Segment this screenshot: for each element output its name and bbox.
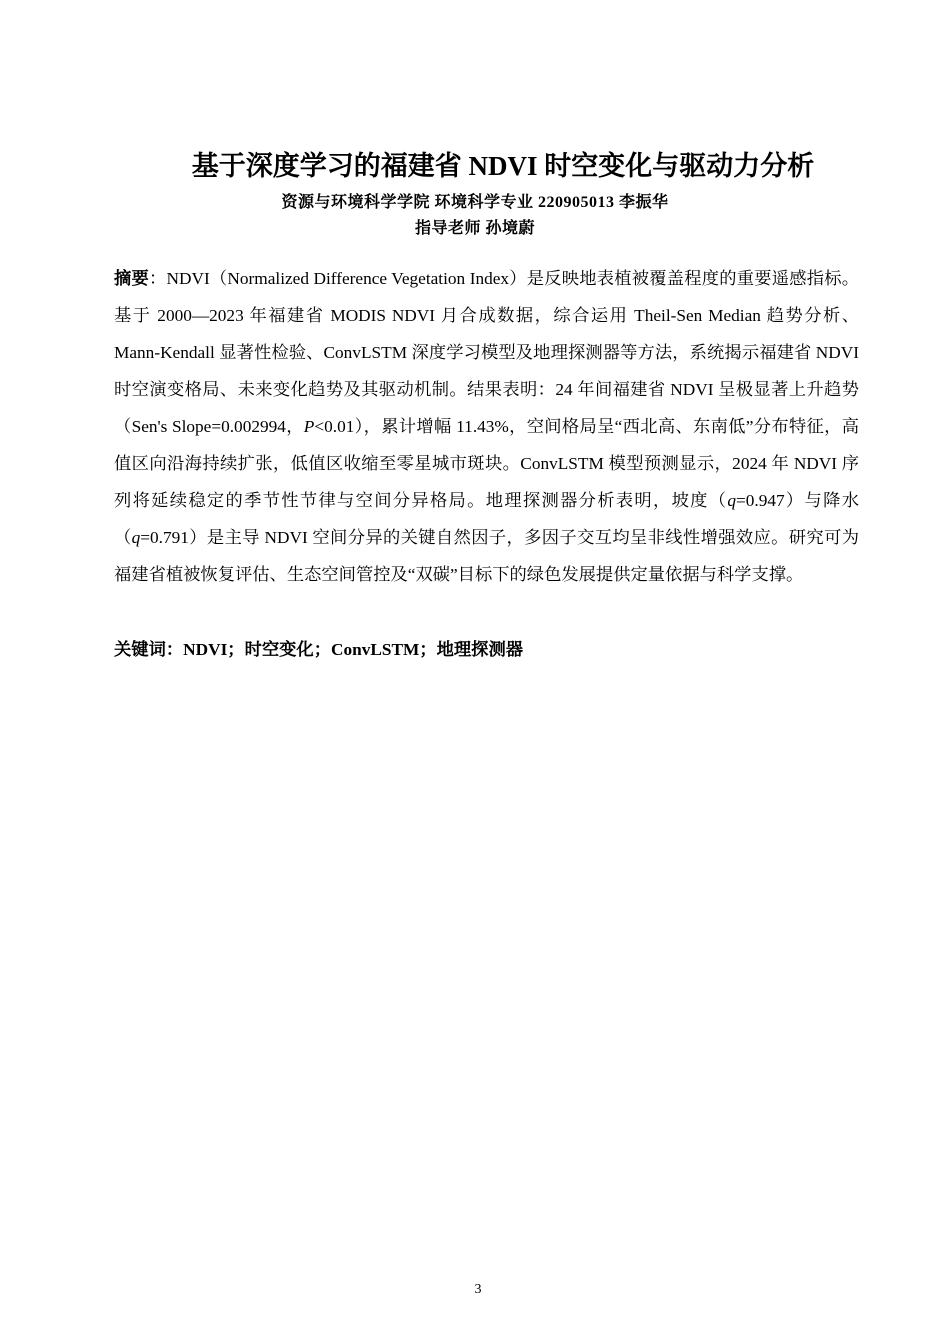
- paper-title: 基于深度学习的福建省 NDVI 时空变化与驱动力分析: [191, 151, 815, 181]
- p-value-symbol: P: [303, 417, 315, 436]
- q-statistic-symbol-slope: q: [727, 491, 736, 510]
- abstract-text-part4: =0.791）是主导 NDVI 空间分异的关键自然因子，多因子交互均呈非线性增强效应。研究可为福建省植被恢复评估、生态空间管控及“双碳”目标下的绿色发展提供定量依据与科学支撑。: [114, 528, 859, 584]
- abstract-label-separator: ：: [149, 269, 167, 288]
- keywords-label: 关键词：: [114, 640, 184, 659]
- author-line: 资源与环境科学学院 环境科学专业 220905013 李振华: [281, 194, 669, 211]
- page-number: 3: [474, 1282, 482, 1297]
- abstract-text-part1: NDVI（Normalized Difference Vegetation Index）是反映地表植被覆盖程度的重要遥感指标。基于 2000—2023 年福建省 MODIS NDVI 月合成数据，综合运用 Theil-Sen Median 趋势分析、Mann-Kendall 显著性检验、ConvLSTM 深度学习模型及地理探测器等方法，系统揭示福建省 NDVI 时空演变格局、未来变化趋势及其驱动机制。结果表明：24 年间福建省 NDVI 呈极显著上升趋势（Sen's Slope=0.002994，: [114, 269, 859, 436]
- abstract-text-part3: =0.947）与降水（: [114, 491, 859, 547]
- abstract-label: 摘要: [114, 269, 149, 288]
- abstract-text-part2: <0.01），累计增幅 11.43%，空间格局呈“西北高、东南低”分布特征，高值区向沿海持续扩张，低值区收缩至零星城市斑块。ConvLSTM 模型预测显示，2024 年 NDVI 序列将延续稳定的季节性节律与空间分异格局。地理探测器分析表明，坡度（: [114, 417, 859, 510]
- advisor-line: 指导老师 孙境蔚: [414, 220, 535, 237]
- keywords-line: [114, 633, 859, 667]
- q-statistic-symbol-precipitation: q: [131, 528, 141, 547]
- keywords-text: NDVI；时空变化；ConvLSTM；地理探测器: [183, 640, 524, 659]
- abstract-paragraph: [114, 260, 859, 593]
